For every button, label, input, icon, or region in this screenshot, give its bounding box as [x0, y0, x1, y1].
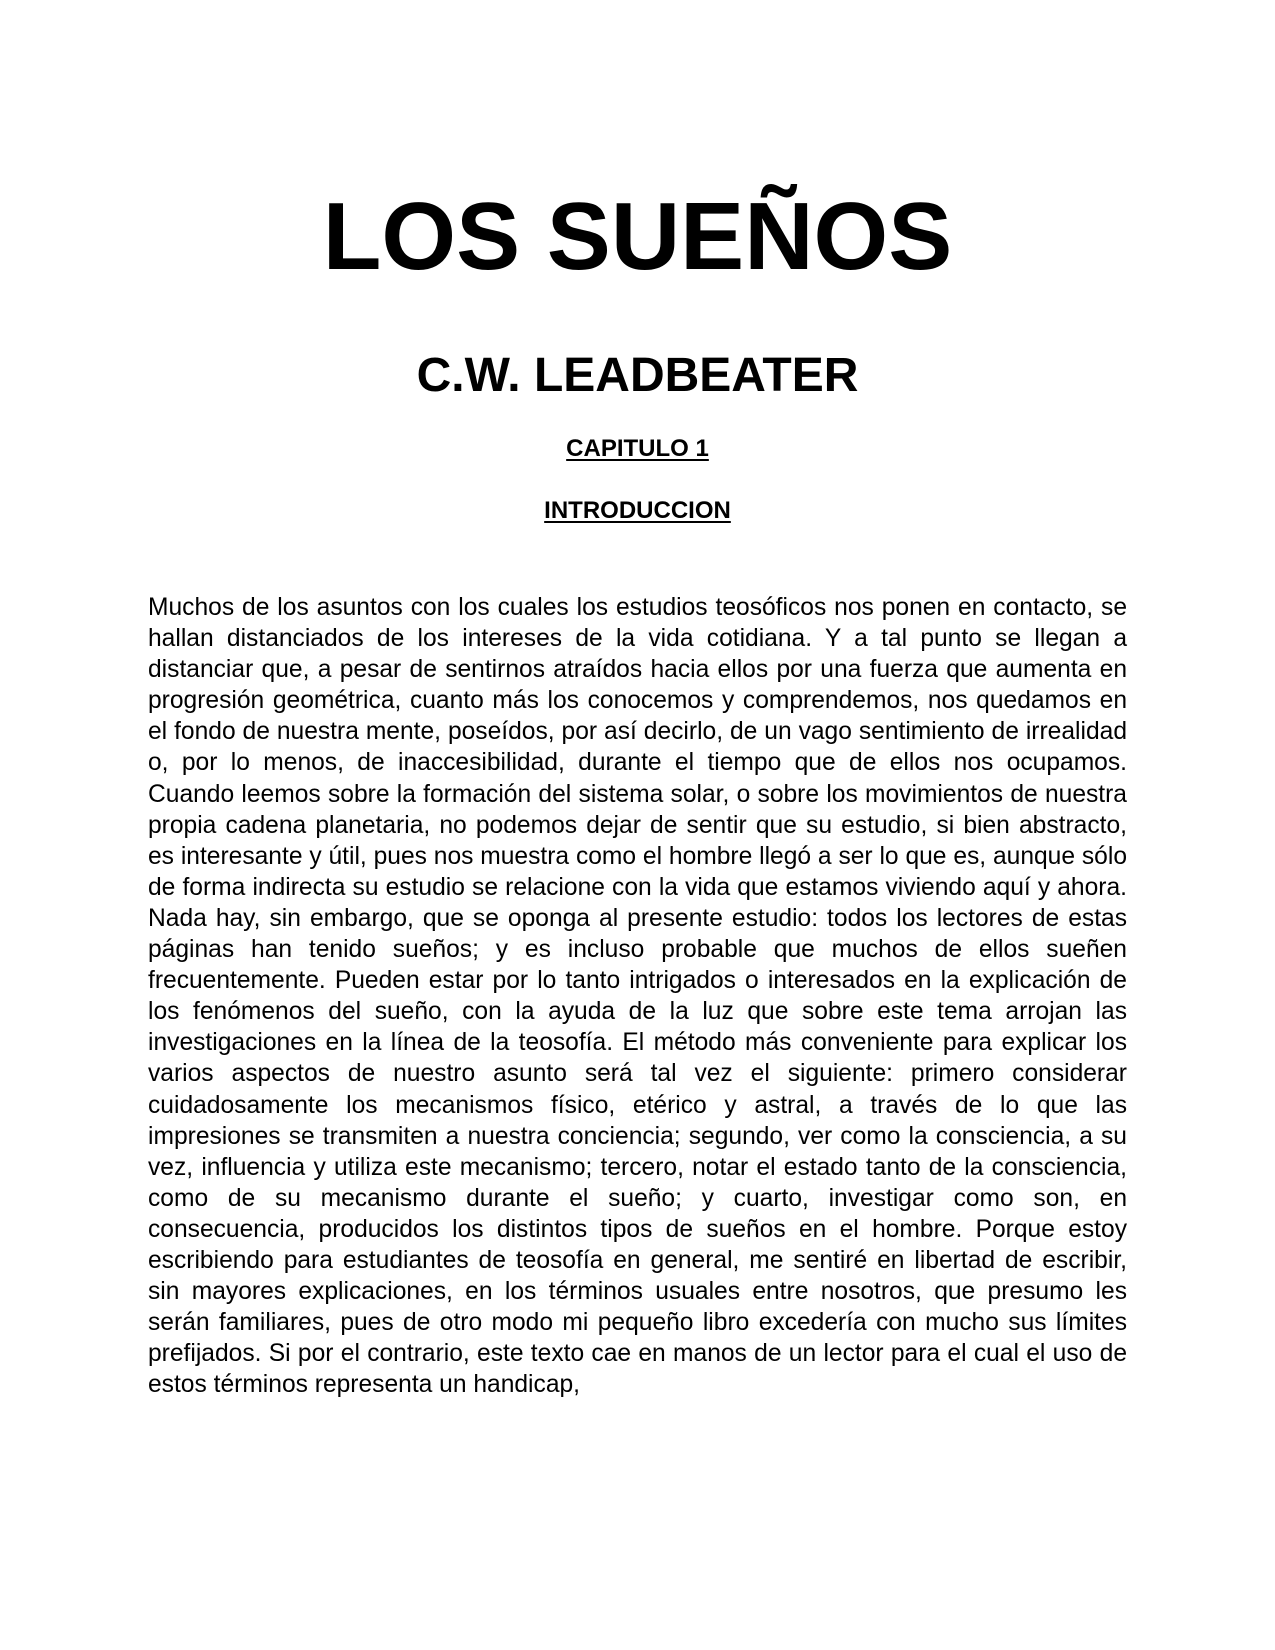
body-paragraph: Muchos de los asuntos con los cuales los estudios teosóficos nos ponen en contacto, se hallan distanciados de los intereses de la vida cotidiana. Y a tal punto se llegan a distanciar que, a pesar de sentirnos atraídos hacia ellos por una fuerza que aumenta en progresión geométrica, cuanto más los conocemos y comprendemos, nos quedamos en el fondo de nuestra mente, poseídos, por así decirlo, de un vago sentimiento de irrealidad o, por lo menos, de inaccesibilidad, durante el tiempo que de ellos nos ocupamos. Cuando leemos sobre la formación del sistema solar, o sobre los movimientos de nuestra propia cadena planetaria, no podemos dejar de sentir que su estudio, si bien abstracto, es interesante y útil, pues nos muestra como el hombre llegó a ser lo que es, aunque sólo de forma indirecta su estudio se relacione con la vida que estamos viviendo aquí y ahora. Nada hay, sin embargo, que se oponga al presente estudio: todos los lectores de estas páginas han tenido sueños; y es incluso probable que muchos de ellos sueñen frecuentemente. Pueden estar por lo tanto intrigados o interesados en la explicación de los fenómenos del sueño, con la ayuda de la luz que sobre este tema arrojan las investigaciones en la línea de la teosofía. El método más conveniente para explicar los varios aspectos de nuestro asunto será tal vez el siguiente: primero considerar cuidadosamente los mecanismos físico, etérico y astral, a través de lo que las impresiones se transmiten a nuestra conciencia; segundo, ver como la consciencia, a su vez, influencia y utiliza este mecanismo; tercero, notar el estado tanto de la consciencia, como de su mecanismo durante el sueño; y cuarto, investigar como son, en consecuencia, producidos los distintos tipos de sueños en el hombre. Porque estoy escribiendo para estudiantes de teosofía en general, me sentiré en libertad de escribir, sin mayores explicaciones, en los términos usuales entre nosotros, que presumo les serán familiares, pues de otro modo mi pequeño libro excedería con mucho sus límites prefijados. Si por el contrario, este texto cae en manos de un lector para el cual el uso de estos términos representa un handicap, [148, 594, 1127, 1399]
chapter-heading: CAPITULO 1 [566, 435, 709, 462]
section-heading: INTRODUCCION [544, 497, 731, 524]
author-name: C.W. LEADBEATER [416, 349, 859, 402]
book-title: LOS SUEÑOS [322, 183, 953, 290]
